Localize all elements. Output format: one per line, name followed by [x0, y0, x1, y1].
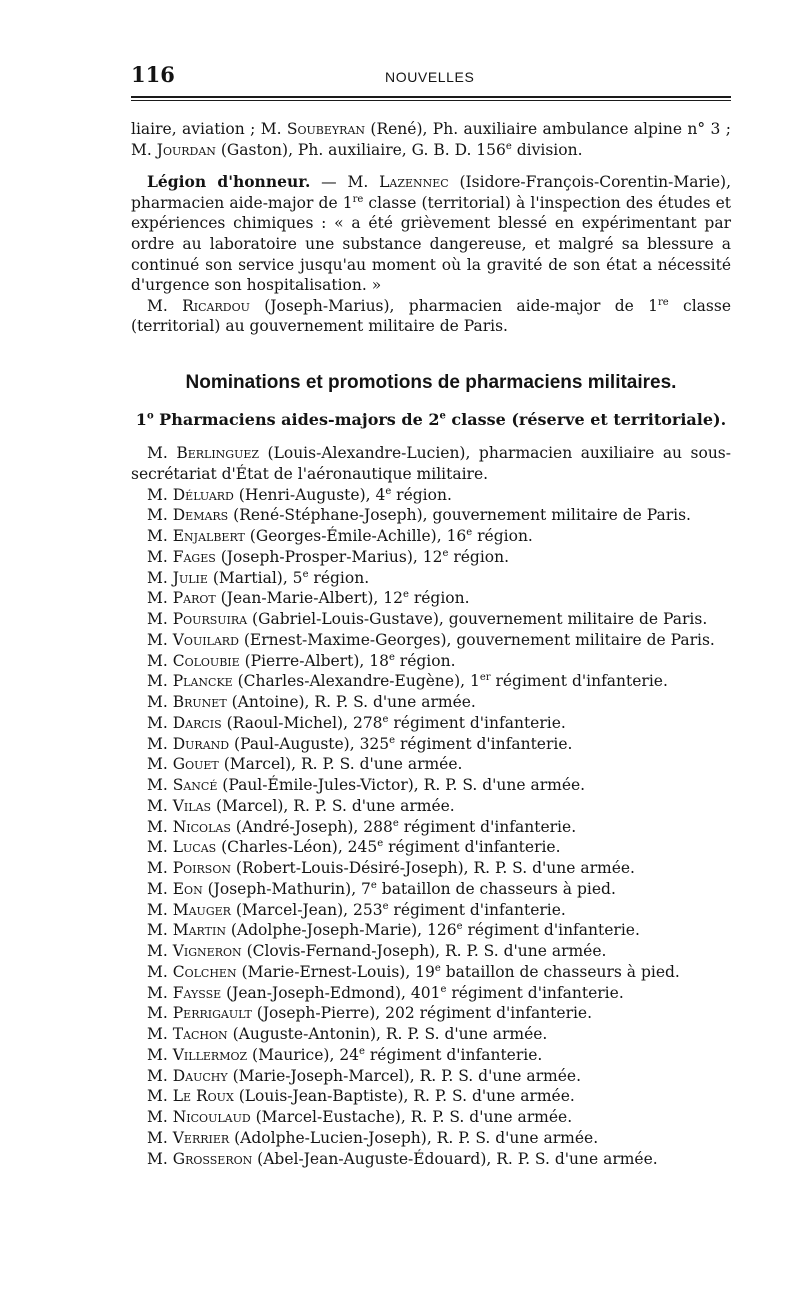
person-name: Grosseron — [172, 1149, 253, 1168]
list-item: M. Martin (Adolphe-Joseph-Marie), 126e régiment d'infanterie. — [147, 921, 640, 940]
person-name: Le Roux — [172, 1087, 234, 1106]
list-item: M. Nicolas (André-Joseph), 288e régiment d'infanterie. — [147, 817, 577, 836]
list-item: M. Grosseron (Abel-Jean-Auguste-Édouard), R. P. S. d'une armée. — [147, 1149, 658, 1168]
list-item: M. Vilas (Marcel), R. P. S. d'une armée. — [147, 796, 455, 815]
person-name: Vigneron — [172, 942, 242, 960]
list-item: M. Demars (René-Stéphane-Joseph), gouvernement militaire de Paris. — [147, 506, 691, 525]
person-name: Déluard — [172, 485, 234, 504]
person-name: Eon — [172, 879, 203, 898]
entries-list — [131, 485, 731, 1170]
list-item: M. Coloubie (Pierre-Albert), 18e région. — [147, 651, 456, 670]
person-name: Lazennec — [379, 173, 449, 192]
list-item: M. Déluard (Henri-Auguste), 4e région. — [147, 485, 452, 504]
person-name: Fages — [172, 547, 216, 566]
nominations-list — [131, 443, 731, 1169]
list-item: M. Verrier (Adolphe-Lucien-Joseph), R. P. S. d'une armée. — [147, 1128, 599, 1147]
person-name: Sancé — [172, 776, 218, 794]
person-name: Villermoz — [172, 1045, 248, 1064]
list-item: M. Vigneron (Clovis-Fernand-Joseph), R. P. S. d'une armée. — [147, 942, 607, 960]
person-name: Colchen — [172, 962, 237, 981]
page-header — [131, 62, 731, 102]
person-name: Verrier — [172, 1128, 230, 1147]
list-item: M. Darcis (Raoul-Michel), 278e régiment d'infanterie. — [147, 713, 566, 732]
list-item: M. Lucas (Charles-Léon), 245e régiment d'infanterie. — [147, 838, 561, 857]
header-rule-thin — [131, 100, 731, 101]
list-item: M. Le Roux (Louis-Jean-Baptiste), R. P. S. d'une armée. — [147, 1087, 575, 1106]
legion-paragraph: Légion d'honneur. — M. Lazennec (Isidore-François-Corentin-Marie), pharmacien aide-major de 1re classe (territorial) à l'inspection des études et expériences chimiques : « a été grièvement blessé en expérimentant par ordre au laboratoire une substance dangereuse, et malgré sa blessure a continué son service jusqu'au moment où la gravité de son état a nécessité d'urgence son hospitalisation. » — [131, 172, 731, 295]
person-name: Darcis — [172, 713, 222, 732]
list-item: M. Faysse (Jean-Joseph-Edmond), 401e régiment d'infanterie. — [147, 983, 624, 1002]
list-item: M. Nicoulaud (Marcel-Eustache), R. P. S. d'une armée. — [147, 1108, 573, 1126]
list-item: M. Sancé (Paul-Émile-Jules-Victor), R. P. S. d'une armée. — [147, 776, 586, 794]
list-item: M. Mauger (Marcel-Jean), 253e régiment d'infanterie. — [147, 900, 566, 919]
person-name: Brunet — [172, 693, 227, 711]
person-name: Parot — [172, 589, 216, 608]
intro-paragraph: liaire, aviation ; M. Soubeyran (René), Ph. auxiliaire ambulance alpine n° 3 ; M. Jourdan (Gaston), Ph. auxiliaire, G. B. D. 156e division. — [131, 120, 731, 159]
person-name: Soubeyran — [286, 120, 366, 138]
list-item: M. Poursuira (Gabriel-Louis-Gustave), gouvernement militaire de Paris. — [147, 610, 708, 628]
person-name: Tachon — [172, 1025, 228, 1043]
person-name: Nicoulaud — [172, 1108, 251, 1126]
list-item: M. Julie (Martial), 5e région. — [147, 568, 370, 587]
subsection-title: 1$^o$ Pharmaciens aides-majors de 2e classe (réserve et territoriale). — [135, 410, 727, 429]
list-item: M. Eon (Joseph-Mathurin), 7e bataillon de chasseurs à pied. — [147, 879, 616, 898]
list-item: M. Fages (Joseph-Prosper-Marius), 12e région. — [147, 547, 510, 566]
header-rule — [131, 96, 731, 98]
person-name: Poursuira — [172, 610, 248, 628]
person-name: Jourdan — [156, 140, 216, 159]
person-name: Vilas — [172, 796, 212, 815]
list-item: M. Vouilard (Ernest-Maxime-Georges), gouvernement militaire de Paris. — [147, 630, 715, 649]
person-name: Julie — [172, 568, 208, 587]
list-item: M. Plancke (Charles-Alexandre-Eugène), 1er régiment d'infanterie. — [147, 672, 668, 691]
person-name: Nicolas — [172, 817, 231, 836]
list-item: M. Durand (Paul-Auguste), 325e régiment d'infanterie. — [147, 734, 573, 753]
ricardou-paragraph: M. Ricardou (Joseph-Marius), pharmacien aide-major de 1re classe (territorial) au gouvernement militaire de Paris. — [131, 296, 731, 336]
person-name: Perrigault — [172, 1004, 252, 1023]
running-title: NOUVELLES — [385, 69, 475, 85]
person-name: Lucas — [172, 838, 217, 857]
list-item: M. Tachon (Auguste-Antonin), R. P. S. d'une armée. — [147, 1025, 548, 1043]
person-name: Vouilard — [172, 630, 239, 649]
person-name: Demars — [172, 506, 229, 525]
page-number: 116 — [131, 62, 175, 87]
list-item: M. Berlinguez (Louis-Alexandre-Lucien), pharmacien auxiliaire au sous-secrétariat d'État de l'aéronautique militaire. — [131, 444, 731, 483]
body-text — [131, 119, 731, 337]
person-name: Enjalbert — [172, 527, 245, 545]
person-name: Plancke — [172, 672, 233, 691]
person-name: Coloubie — [172, 651, 240, 670]
list-item: M. Brunet (Antoine), R. P. S. d'une armée. — [147, 693, 476, 711]
list-item: M. Colchen (Marie-Ernest-Louis), 19e bataillon de chasseurs à pied. — [147, 962, 680, 981]
person-name: Berlinguez — [176, 444, 260, 462]
list-item: M. Perrigault (Joseph-Pierre), 202 régiment d'infanterie. — [147, 1004, 593, 1023]
list-item: M. Gouet (Marcel), R. P. S. d'une armée. — [147, 755, 463, 774]
person-name: Faysse — [172, 983, 222, 1002]
list-item: M. Poirson (Robert-Louis-Désiré-Joseph), R. P. S. d'une armée. — [147, 859, 635, 877]
list-item: M. Dauchy (Marie-Joseph-Marcel), R. P. S. d'une armée. — [147, 1066, 582, 1085]
person-name: Dauchy — [172, 1066, 228, 1085]
list-item: M. Villermoz (Maurice), 24e régiment d'infanterie. — [147, 1045, 543, 1064]
list-item: M. Enjalbert (Georges-Émile-Achille), 16e région. — [147, 526, 533, 545]
person-name: Ricardou — [182, 296, 250, 315]
person-name: Poirson — [172, 859, 231, 877]
person-name: Durand — [172, 734, 230, 753]
legion-heading: Légion d'honneur. — [147, 172, 311, 192]
section-title: Nominations et promotions de pharmaciens militaires. — [185, 372, 677, 393]
person-name: Martin — [172, 921, 226, 940]
list-item: M. Parot (Jean-Marie-Albert), 12e région. — [147, 589, 470, 608]
person-name: Gouet — [172, 755, 219, 774]
person-name: Mauger — [172, 900, 231, 919]
